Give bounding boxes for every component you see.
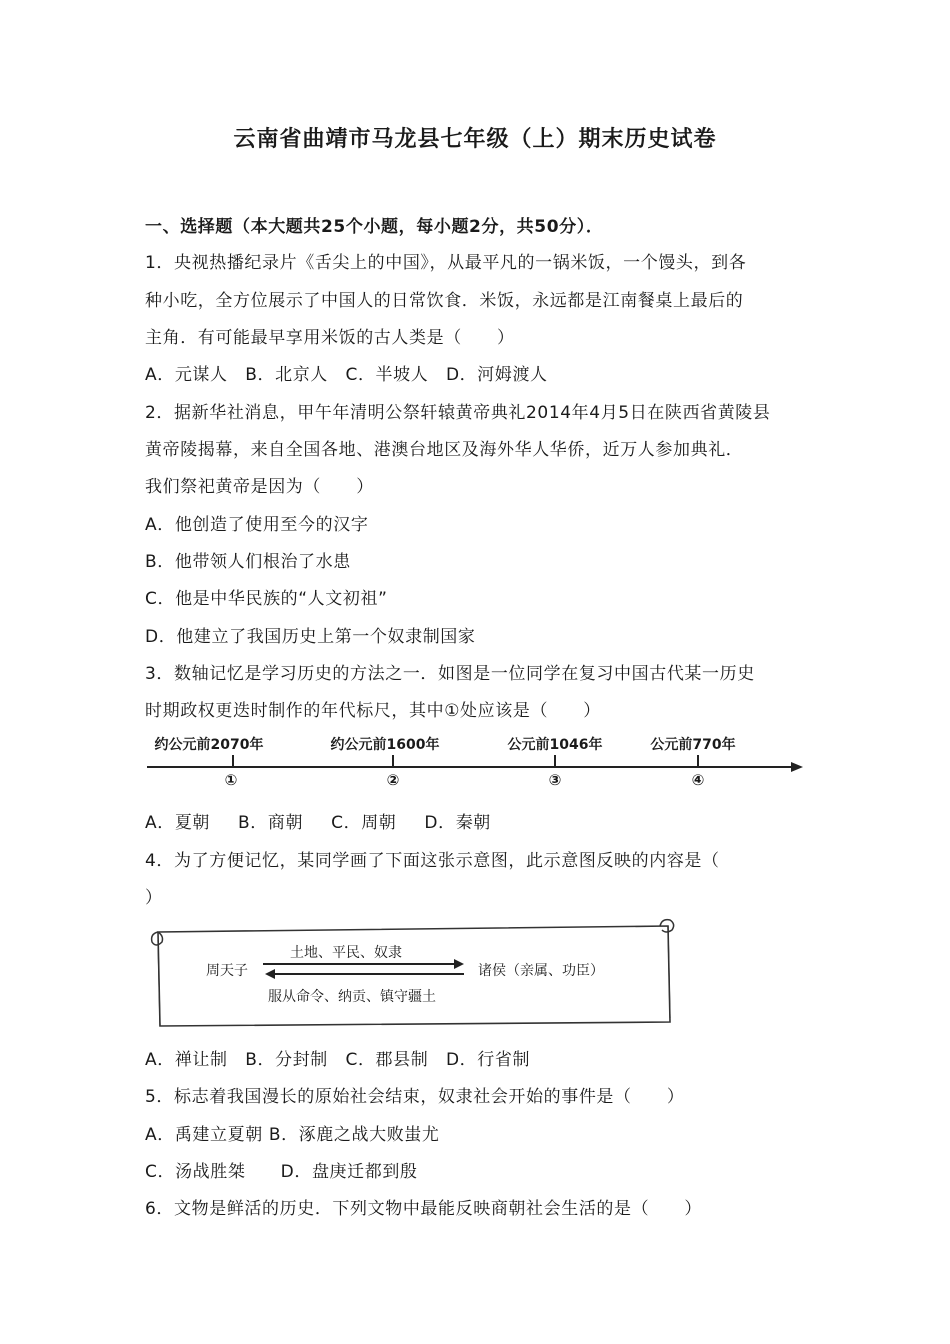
timeline-label-2: 约公元前1600年 — [330, 737, 440, 753]
q2-option-a: A．他创造了使用至今的汉字 — [145, 515, 369, 535]
q2-option-c: C．他是中华民族的“人文初祖” — [145, 589, 388, 609]
timeline-label-3: 公元前1046年 — [507, 737, 603, 753]
page-title: 云南省曲靖市马龙县七年级（上）期末历史试卷 — [233, 127, 717, 152]
timeline-marker-3: ③ — [548, 771, 562, 789]
feudal-diagram — [148, 914, 688, 1032]
q3-option-a: A．夏朝 — [145, 813, 211, 833]
q3-line-1: 3．数轴记忆是学习历史的方法之一．如图是一位同学在复习中国古代某一历史 — [145, 664, 755, 684]
q5-options-1: A．禹建立夏朝 B．涿鹿之战大败蚩尤 — [145, 1125, 440, 1145]
q3-options — [145, 808, 491, 833]
timeline-marker-2: ② — [386, 771, 400, 789]
section-heading: 一、选择题（本大题共25个小题，每小题2分，共50分）． — [145, 217, 604, 237]
diagram-bottom-arrow-text: 服从命令、纳贡、镇守疆土 — [268, 989, 436, 1005]
diagram-right-text: 诸侯（亲属、功臣） — [478, 963, 604, 979]
q5-line: 5．标志着我国漫长的原始社会结束，奴隶社会开始的事件是（ ） — [145, 1087, 685, 1107]
q1-options: A．元谋人 B．北京人 C．半坡人 D．河姆渡人 — [145, 365, 548, 385]
q3-line-2: 时期政权更迭时制作的年代标尺，其中①处应该是（ ） — [145, 701, 601, 721]
q2-option-d: D．他建立了我国历史上第一个奴隶制国家 — [145, 627, 476, 647]
q4-line-1: 4．为了方便记忆，某同学画了下面这张示意图，此示意图反映的内容是（ — [145, 851, 720, 871]
q3-option-d: D．秦朝 — [424, 813, 491, 833]
q2-line-2: 黄帝陵揭幕，来自全国各地、港澳台地区及海外华人华侨，近万人参加典礼． — [145, 440, 744, 460]
q1-line-3: 主角．有可能最早享用米饭的古人类是（ ） — [145, 328, 515, 348]
timeline-marker-4: ④ — [691, 771, 705, 789]
timeline-label-4: 公元前770年 — [650, 737, 736, 753]
q2-option-b: B．他带领人们根治了水患 — [145, 552, 351, 572]
q4-options: A．禅让制 B．分封制 C．郡县制 D．行省制 — [145, 1050, 531, 1070]
q5-options-2: C．汤战胜桀 D．盘庚迁都到殷 — [145, 1162, 418, 1182]
timeline-label-1: 约公元前2070年 — [154, 737, 264, 753]
q2-line-1: 2．据新华社消息，甲午年清明公祭轩辕黄帝典礼2014年4月5日在陕西省黄陵县 — [145, 403, 771, 423]
timeline-figure — [145, 730, 805, 792]
q1-line-1: 1．央视热播纪录片《舌尖上的中国》，从最平凡的一锅米饭，一个馒头，到各 — [145, 253, 747, 273]
diagram-top-arrow-text: 土地、平民、奴隶 — [290, 945, 402, 961]
q2-line-3: 我们祭祀黄帝是因为（ ） — [145, 477, 374, 497]
q1-line-2: 种小吃，全方位展示了中国人的日常饮食．米饭，永远都是江南餐桌上最后的 — [145, 291, 744, 311]
diagram-left-text: 周天子 — [206, 963, 248, 979]
q3-option-b: B．商朝 — [238, 813, 304, 833]
q3-option-c: C．周朝 — [331, 813, 397, 833]
q6-line: 6．文物是鲜活的历史．下列文物中最能反映商朝社会生活的是（ ） — [145, 1199, 703, 1219]
timeline-marker-1: ① — [224, 771, 238, 789]
q4-line-2: ） — [145, 888, 163, 908]
